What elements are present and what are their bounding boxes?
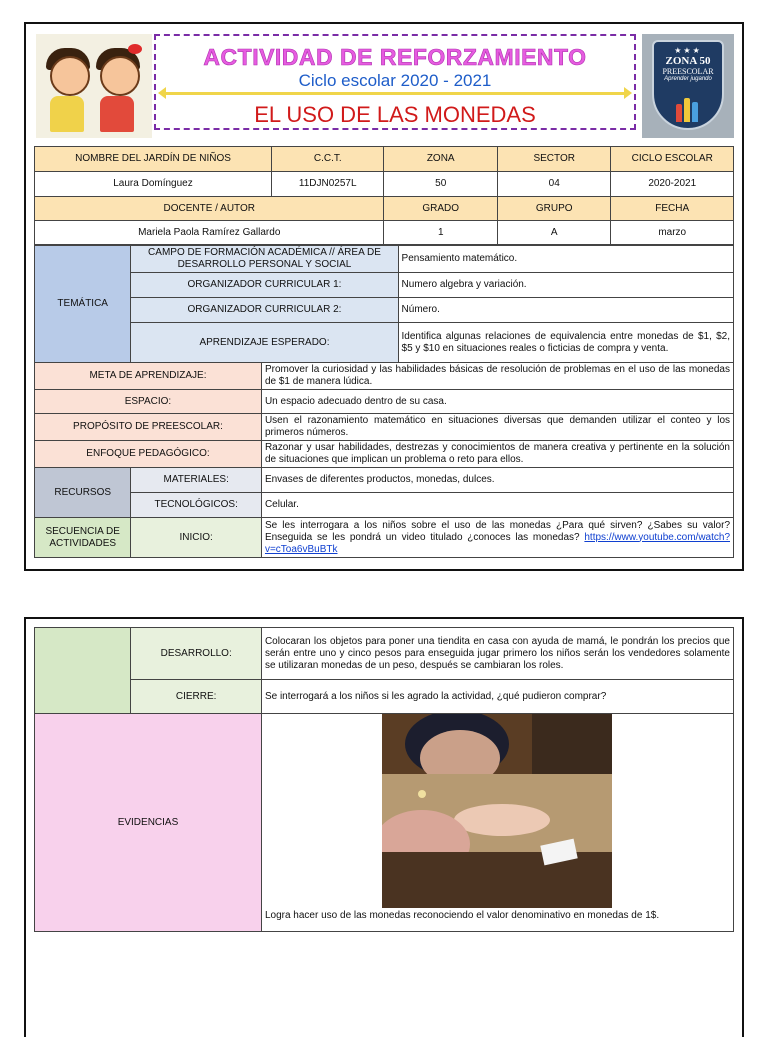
value-ciclo: 2020-2021 — [611, 172, 734, 197]
organizador-2-value: Número. — [398, 298, 733, 323]
document-title: ACTIVIDAD DE REFORZAMIENTO — [203, 44, 587, 70]
evidencias-label: EVIDENCIAS — [35, 714, 262, 932]
value-sector: 04 — [497, 172, 610, 197]
header-sector: SECTOR — [497, 147, 610, 172]
activity-subject: EL USO DE LAS MONEDAS — [254, 102, 536, 127]
value-fecha: marzo — [611, 221, 734, 245]
shield-icon: ★★★ ZONA 50 PREESCOLAR Aprender jugando — [652, 40, 724, 130]
organizador-1-value: Numero algebra y variación. — [398, 273, 733, 298]
header-ciclo: CICLO ESCOLAR — [611, 147, 734, 172]
enfoque-label: ENFOQUE PEDAGÓGICO: — [35, 441, 262, 468]
organizador-2-label: ORGANIZADOR CURRICULAR 2: — [131, 298, 398, 323]
kids-illustration — [36, 34, 152, 138]
value-grupo: A — [497, 221, 610, 245]
title-box — [154, 34, 636, 130]
tecnologicos-value: Celular. — [261, 493, 733, 518]
page-1 — [24, 22, 744, 571]
inicio-value: Se les interrogara a los niños sobre el uso de las monedas ¿Para qué sirven? ¿Sabes su valor? Enseguida se les pondrá un video titulado ¿conoces las monedas? https://www.youtube.com/watch?v=cToa6vBuBTk — [261, 518, 733, 558]
proposito-value: Usen el razonamiento matemático en situaciones diversas que demanden utilizar el conteo y los primeros números. — [261, 414, 733, 441]
school-cycle: Ciclo escolar 2020 - 2021 — [298, 71, 492, 90]
page-2 — [24, 617, 744, 1037]
secuencia-continued-cell — [35, 628, 131, 714]
cierre-value: Se interrogará a los niños si les agrado la actividad, ¿qué pudieron comprar? — [261, 680, 733, 714]
secuencia-label: SECUENCIA DE ACTIVIDADES — [35, 518, 131, 558]
pencils-icon — [674, 98, 704, 122]
tecnologicos-label: TECNOLÓGICOS: — [131, 493, 262, 518]
zona-50-logo — [642, 34, 734, 138]
value-docente: Mariela Paola Ramírez Gallardo — [35, 221, 384, 245]
header-grado: GRADO — [384, 197, 497, 221]
value-zona: 50 — [384, 172, 497, 197]
tematica-label: TEMÁTICA — [35, 246, 131, 363]
campo-formacion-label: CAMPO DE FORMACIÓN ACADÉMICA // ÁREA DE DESARROLLO PERSONAL Y SOCIAL — [131, 246, 398, 273]
evidence-photo — [382, 714, 612, 908]
evidence-photo-illustration — [382, 714, 612, 908]
desarrollo-label: DESARROLLO: — [131, 628, 262, 680]
youtube-video-link[interactable]: https://www.youtube.com/watch?v=cToa6vBuBTk — [264, 531, 730, 555]
document-header — [34, 32, 734, 140]
value-jardin: Laura Domínguez — [35, 172, 272, 197]
evidencias-value — [261, 714, 733, 932]
materiales-label: MATERIALES: — [131, 468, 262, 493]
espacio-label: ESPACIO: — [35, 390, 262, 414]
value-grado: 1 — [384, 221, 497, 245]
header-cct: C.C.T. — [272, 147, 384, 172]
materiales-value: Envases de diferentes productos, monedas, dulces. — [261, 468, 733, 493]
evidence-caption: Logra hacer uso de las monedas reconociendo el valor denominativo en monedas de 1$. — [264, 910, 660, 921]
aprendizaje-label: APRENDIZAJE ESPERADO: — [131, 323, 398, 363]
header-fecha: FECHA — [611, 197, 734, 221]
planning-table — [34, 245, 734, 558]
header-zona: ZONA — [384, 147, 497, 172]
meta-label: META DE APRENDIZAJE: — [35, 363, 262, 390]
aprendizaje-value: Identifica algunas relaciones de equivalencia entre monedas de $1, $2, $5 y $10 en situaciones reales o ficticias de compra y venta. — [398, 323, 733, 363]
campo-formacion-value: Pensamiento matemático. — [398, 246, 733, 273]
header-docente: DOCENTE / AUTOR — [35, 197, 384, 221]
proposito-label: PROPÓSITO DE PREESCOLAR: — [35, 414, 262, 441]
secuencia-continued-table — [34, 627, 734, 932]
enfoque-value: Razonar y usar habilidades, destrezas y conocimientos de manera creativa y pertinente en la solución de situaciones que implican un problema o reto para ellos. — [261, 441, 733, 468]
cierre-label: CIERRE: — [131, 680, 262, 714]
organizador-1-label: ORGANIZADOR CURRICULAR 1: — [131, 273, 398, 298]
header-grupo: GRUPO — [497, 197, 610, 221]
desarrollo-value: Colocaran los objetos para poner una tiendita en casa con ayuda de mamá, le pondrán los precios que serán entre uno y cinco pesos para enseguida jugar primero los niños serán los vendedores solamente se utilizaran monedas de un peso, después se cambiaran los roles. — [261, 628, 733, 680]
espacio-value: Un espacio adecuado dentro de su casa. — [261, 390, 733, 414]
value-cct: 11DJN0257L — [272, 172, 384, 197]
double-arrow-icon — [164, 92, 626, 95]
meta-value: Promover la curiosidad y las habilidades básicas de resolución de problemas en el uso de las monedas de $1 de manera lúdica. — [261, 363, 733, 390]
recursos-label: RECURSOS — [35, 468, 131, 518]
inicio-label: INICIO: — [131, 518, 262, 558]
header-jardin: NOMBRE DEL JARDÍN DE NIÑOS — [35, 147, 272, 172]
info-table — [34, 146, 734, 245]
